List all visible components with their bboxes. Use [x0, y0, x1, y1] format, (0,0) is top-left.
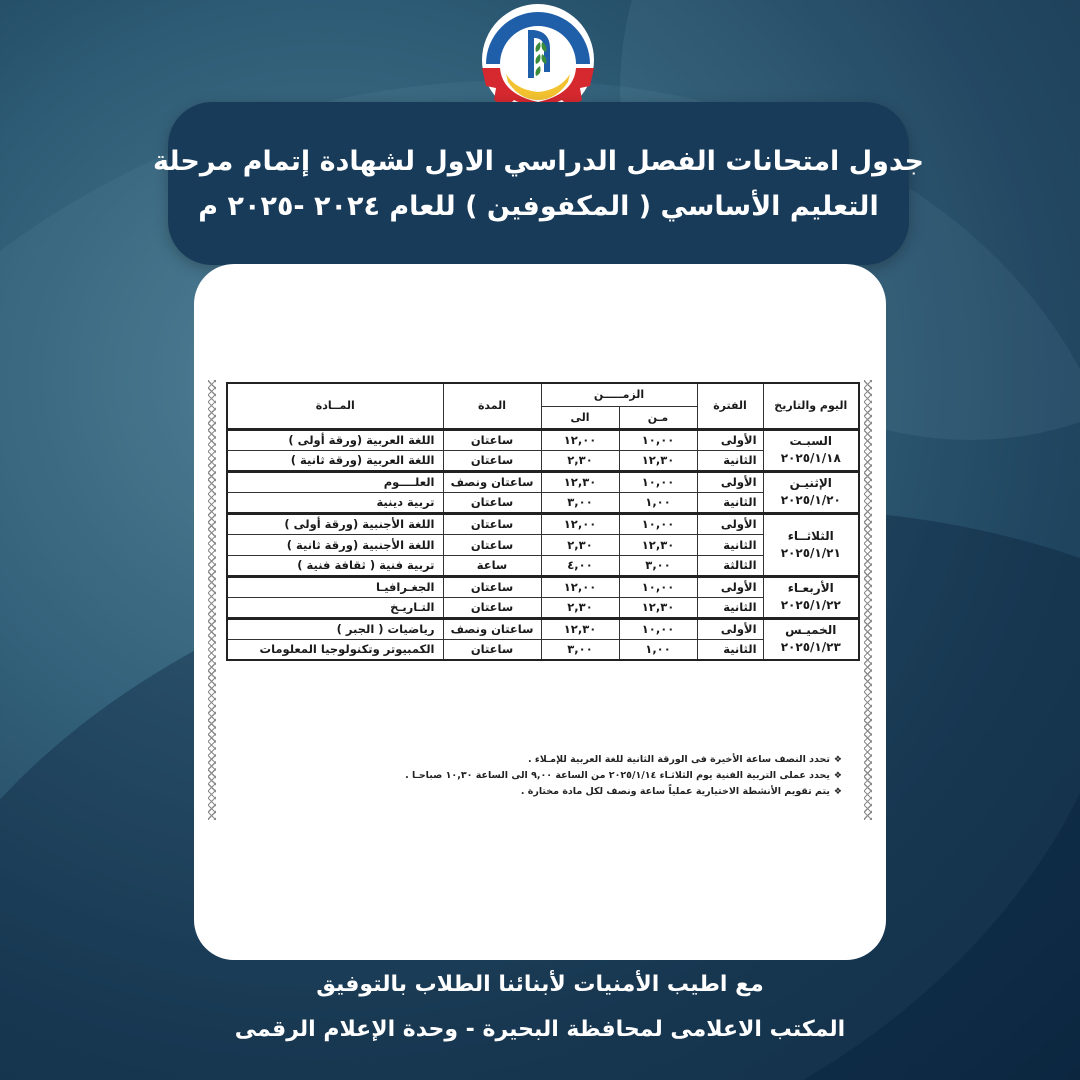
period-cell: الثانية — [697, 639, 763, 660]
to-cell: ٣,٠٠ — [541, 639, 619, 660]
day-cell: الأربعـاء ٢٠٢٥/١/٢٢ — [763, 576, 859, 618]
bullet-icon: ❖ — [833, 787, 842, 797]
from-cell: ١٢,٣٠ — [619, 597, 697, 618]
subject-cell: العلــــوم — [227, 471, 443, 492]
duration-cell: ساعتان — [443, 450, 541, 471]
day-group-monday — [227, 471, 859, 513]
day-group-wednesday — [227, 576, 859, 618]
note-item: ❖ يحدد عملى التربية الفنية يوم الثلاثـاء ٢٠٢٥/١/١٤ من الساعة ٩,٠٠ الى الساعة ١٠,٣٠ صباحـا . — [242, 768, 842, 784]
day-cell: الإثنيـن ٢٠٢٥/١/٢٠ — [763, 471, 859, 513]
duration-cell: ساعتان ونصف — [443, 618, 541, 639]
to-cell: ١٢,٣٠ — [541, 618, 619, 639]
day-cell: الخميـس ٢٠٢٥/١/٢٣ — [763, 618, 859, 660]
to-cell: ٢,٣٠ — [541, 534, 619, 555]
duration-cell: ساعتان — [443, 576, 541, 597]
duration-cell: ساعتان — [443, 534, 541, 555]
subject-cell: اللغة العربية (ورقة ثانية ) — [227, 450, 443, 471]
duration-cell: ساعتان — [443, 492, 541, 513]
period-cell: الأولى — [697, 471, 763, 492]
from-cell: ١٢,٣٠ — [619, 450, 697, 471]
from-cell: ١٠,٠٠ — [619, 429, 697, 450]
schedule-notes — [242, 752, 842, 800]
day-group-thursday — [227, 618, 859, 660]
header-time: الزمـــــن — [541, 383, 697, 406]
duration-cell: ساعتان — [443, 597, 541, 618]
table-row — [227, 618, 859, 639]
period-cell: الأولى — [697, 429, 763, 450]
day-cell: السبـت ٢٠٢٥/١/١٨ — [763, 429, 859, 471]
subject-cell: اللغة الأجنبية (ورقة ثانية ) — [227, 534, 443, 555]
subject-cell: التـاريـخ — [227, 597, 443, 618]
note-item: ❖ تحدد النصف ساعة الأخيرة فى الورقة الثانية للغة العربية للإمـلاء . — [242, 752, 842, 768]
period-cell: الأولى — [697, 576, 763, 597]
day-group-tuesday — [227, 513, 859, 576]
from-cell: ١٠,٠٠ — [619, 471, 697, 492]
decorative-border — [208, 380, 216, 820]
duration-cell: ساعتان — [443, 513, 541, 534]
period-cell: الثانية — [697, 534, 763, 555]
period-cell: الثانية — [697, 450, 763, 471]
subject-cell: رياضيات ( الجبر ) — [227, 618, 443, 639]
day-group-saturday — [227, 429, 859, 471]
duration-cell: ساعتان — [443, 639, 541, 660]
period-cell: الأولى — [697, 618, 763, 639]
to-cell: ١٢,٣٠ — [541, 471, 619, 492]
bullet-icon: ❖ — [833, 771, 842, 781]
from-cell: ٣,٠٠ — [619, 555, 697, 576]
to-cell: ٢,٣٠ — [541, 597, 619, 618]
subject-cell: اللغة العربية (ورقة أولى ) — [227, 429, 443, 450]
duration-cell: ساعة — [443, 555, 541, 576]
exam-schedule-table — [226, 382, 860, 661]
period-cell: الثالثة — [697, 555, 763, 576]
to-cell: ١٢,٠٠ — [541, 429, 619, 450]
table-row — [227, 429, 859, 450]
header-period: الفترة — [697, 383, 763, 429]
to-cell: ٤,٠٠ — [541, 555, 619, 576]
to-cell: ١٢,٠٠ — [541, 513, 619, 534]
table-row — [227, 576, 859, 597]
schedule-card — [194, 264, 886, 960]
period-cell: الثانية — [697, 597, 763, 618]
to-cell: ٣,٠٠ — [541, 492, 619, 513]
footer-credit: المكتب الاعلامى لمحافظة البحيرة - وحدة الإعلام الرقمى — [234, 1017, 846, 1042]
from-cell: ١٠,٠٠ — [619, 618, 697, 639]
header-from: مـن — [619, 406, 697, 429]
bullet-icon: ❖ — [833, 755, 842, 765]
subject-cell: تربية فنية ( ثقافة فنية ) — [227, 555, 443, 576]
period-cell: الثانية — [697, 492, 763, 513]
to-cell: ١٢,٠٠ — [541, 576, 619, 597]
day-cell: الثلاثــاء ٢٠٢٥/١/٢١ — [763, 513, 859, 576]
from-cell: ١٠,٠٠ — [619, 513, 697, 534]
header-subject: المــادة — [227, 383, 443, 429]
period-cell: الأولى — [697, 513, 763, 534]
duration-cell: ساعتان ونصف — [443, 471, 541, 492]
scanned-document — [208, 380, 872, 830]
subject-cell: تربية دينية — [227, 492, 443, 513]
table-row — [227, 513, 859, 534]
duration-cell: ساعتان — [443, 429, 541, 450]
from-cell: ١٠,٠٠ — [619, 576, 697, 597]
decorative-border — [864, 380, 872, 820]
header-day-date: اليوم والتاريخ — [763, 383, 859, 429]
from-cell: ١,٠٠ — [619, 639, 697, 660]
header-duration: المدة — [443, 383, 541, 429]
title-banner — [153, 102, 924, 265]
subject-cell: اللغة الأجنبية (ورقة أولى ) — [227, 513, 443, 534]
from-cell: ١,٠٠ — [619, 492, 697, 513]
to-cell: ٢,٣٠ — [541, 450, 619, 471]
table-row — [227, 471, 859, 492]
from-cell: ١٢,٣٠ — [619, 534, 697, 555]
title-line-1: جدول امتحانات الفصل الدراسي الاول لشهادة إتمام مرحلة — [153, 145, 924, 177]
subject-cell: الكمبيوتر وتكنولوجيا المعلومات — [227, 639, 443, 660]
subject-cell: الجغـرافيـا — [227, 576, 443, 597]
note-item: ❖ يتم تقويم الأنشطة الاختيارية عملياً ساعة ونصف لكل مادة مختارة . — [242, 784, 842, 800]
header-to: الى — [541, 406, 619, 429]
footer-wishes: مع اطيب الأمنيات لأبنائنا الطلاب بالتوفيق — [316, 972, 764, 997]
title-line-2: التعليم الأساسي ( المكفوفين ) للعام ٢٠٢٤ -٢٠٢٥ م — [198, 190, 879, 222]
